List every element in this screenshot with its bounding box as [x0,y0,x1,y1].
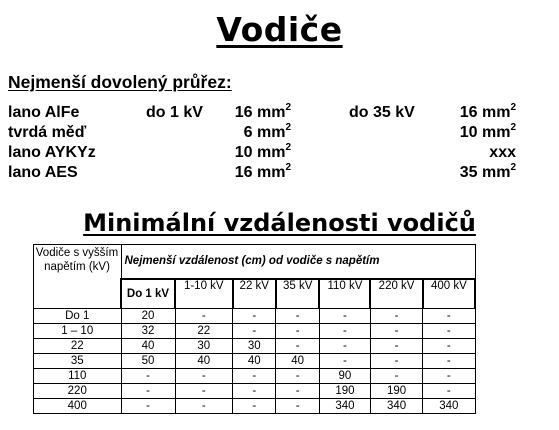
table-cell: 190 [370,384,422,399]
table-row [34,354,476,369]
conductor-name [8,144,96,162]
table-cell: 340 [423,399,475,414]
table-cell: - [233,399,276,414]
table-cell: - [276,399,319,414]
column-header: 400 kV [423,279,475,309]
table-cell: 340 [370,399,422,414]
row-header-cell: 400 [34,399,122,414]
column-header: 35 kV [276,279,319,309]
high-voltage-value [460,124,516,142]
cross-section-heading: Nejmenší dovolený průřez: [8,72,232,92]
high-voltage-value [460,104,516,122]
table-cell: 22 [175,324,233,339]
table-row [34,324,476,339]
row-header-cell: 22 [34,339,122,354]
table-cell: - [276,369,319,384]
high-voltage-value-text: 35 mm [459,164,511,181]
unit-superscript: 2 [510,102,516,113]
column-header: Do 1 kV [121,279,175,309]
conductor-name [8,104,79,122]
table-cell: - [423,384,475,399]
table-cell: 340 [319,399,370,414]
table-row [34,399,476,414]
page-title: Vodiče [216,10,343,49]
high-voltage-value-text: 16 mm [459,104,511,121]
conductor-name-text: lano AYKYz [8,144,96,161]
table-cell: 50 [121,354,175,369]
corner-header: Vodiče s vyšším napětím (kV) [34,245,122,309]
column-header: 22 kV [233,279,276,309]
table-cell: - [233,369,276,384]
table-header-row [34,245,476,280]
unit-superscript: 2 [285,162,291,173]
table-row [34,309,476,324]
low-voltage-label [146,104,203,122]
table-cell: 40 [233,354,276,369]
table-cell: - [121,369,175,384]
span-header: Nejmenší vzdálenost (cm) od vodiče s napětím [121,245,475,280]
low-voltage-value-text: 6 mm [243,124,286,141]
table-cell: - [423,354,475,369]
table-cell: - [370,324,422,339]
table-cell: 190 [319,384,370,399]
table-cell: - [276,324,319,339]
row-header-cell: 35 [34,354,122,369]
low-voltage-value [244,124,291,142]
table-cell: - [423,339,475,354]
high-voltage-value-text: 10 mm [459,124,511,141]
table-cell: - [233,324,276,339]
table-row [34,384,476,399]
conductor-name [8,124,86,142]
unit-superscript: 2 [285,142,291,153]
table-cell: - [233,384,276,399]
unit-superscript: 2 [510,122,516,133]
table-cell: - [370,354,422,369]
table-cell: 30 [233,339,276,354]
table-cell: 30 [175,339,233,354]
high-voltage-label [349,104,415,122]
table-cell: - [121,384,175,399]
distance-heading: Minimální vzdálenosti vodičů [83,209,476,237]
table-cell: - [319,309,370,324]
table-cell: 90 [319,369,370,384]
unit-superscript: 2 [285,102,291,113]
table-cell: - [319,354,370,369]
table-cell: - [276,309,319,324]
table-cell: - [276,384,319,399]
unit-superscript: 2 [285,122,291,133]
table-cell: - [423,309,475,324]
low-voltage-value [235,144,291,162]
table-cell: - [370,369,422,384]
table-cell: - [319,324,370,339]
table-cell: - [370,309,422,324]
table-cell: 32 [121,324,175,339]
low-voltage-value-text: 16 mm [234,104,286,121]
conductor-name-text: lano AES [8,164,78,181]
table-cell: 40 [121,339,175,354]
table-cell: 20 [121,309,175,324]
cross-section-row [0,124,559,144]
conductor-name-text: lano AlFe [8,104,80,121]
distance-table [33,244,476,414]
table-cell: - [319,339,370,354]
cross-section-row [0,104,559,124]
conductor-name-text: tvrdá měď [8,124,87,141]
low-voltage-value [235,164,291,182]
table-cell: - [175,309,233,324]
low-voltage-value-text: 10 mm [234,144,286,161]
row-header-cell: 220 [34,384,122,399]
high-voltage-value-text: xxx [489,144,516,161]
cross-section-row [0,144,559,164]
table-cell: - [175,399,233,414]
low-voltage-value-text: 16 mm [234,164,286,181]
table-cell: 40 [276,354,319,369]
table-cell: - [175,384,233,399]
high-voltage-value [460,164,516,182]
conductor-name [8,164,78,182]
table-cell: - [276,339,319,354]
row-header-cell: Do 1 [34,309,122,324]
column-header: 110 kV [319,279,370,309]
table-cell: 40 [175,354,233,369]
column-header: 1-10 kV [175,279,233,309]
unit-superscript: 2 [510,162,516,173]
high-voltage-value [489,144,516,162]
table-row [34,369,476,384]
table-cell: - [175,369,233,384]
high-voltage-label-text: do 35 kV [349,104,415,121]
table-cell: - [121,399,175,414]
row-header-cell: 1 – 10 [34,324,122,339]
cross-section-row [0,164,559,184]
table-row [34,339,476,354]
column-header: 220 kV [370,279,422,309]
low-voltage-value [235,104,291,122]
table-cell: - [370,339,422,354]
table-cell: - [423,324,475,339]
low-voltage-label-text: do 1 kV [146,104,203,121]
table-cell: - [233,309,276,324]
row-header-cell: 110 [34,369,122,384]
table-cell: - [423,369,475,384]
